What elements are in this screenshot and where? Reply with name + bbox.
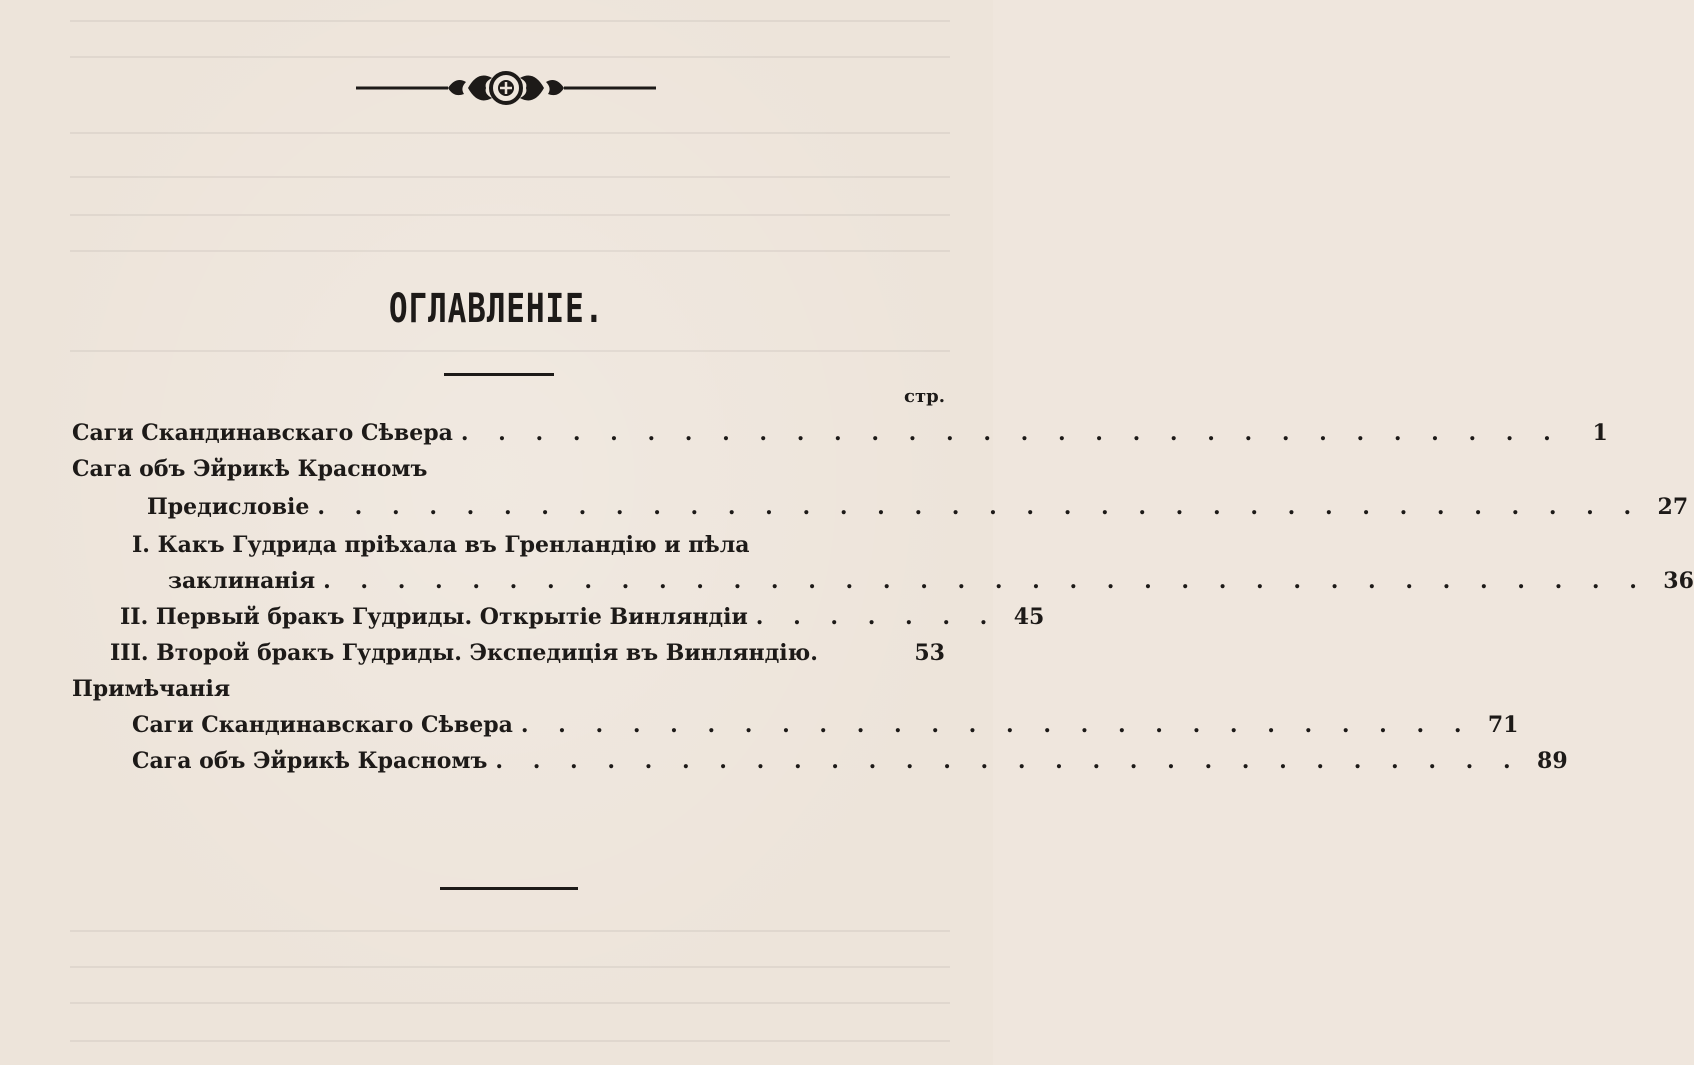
toc-entry-label: II. Первый бракъ Гудриды. Открытіе Винляндіи xyxy=(120,604,748,630)
toc-page-number: 89 xyxy=(1537,748,1568,774)
bottom-divider xyxy=(440,887,578,890)
leader-dots: . . . . . . . xyxy=(755,604,999,630)
toc-entry-label: заклинанія xyxy=(168,568,316,594)
toc-page-number: 1 xyxy=(1592,420,1608,446)
page-column-label: стр. xyxy=(904,386,945,407)
toc-entry-chapter1-first-line[interactable]: I. Какъ Гудрида пріѣхала въ Гренландію и пѣла xyxy=(132,532,750,558)
leader-dots: . . . . . . . . . . . . . . . . . . . . . . . . . . xyxy=(520,712,1473,738)
toc-page-number: 36 xyxy=(1663,568,1694,594)
toc-entry-sagi-severa[interactable] xyxy=(72,420,1608,446)
toc-section-heading-saga: Сага объ Эйрикѣ Красномъ xyxy=(72,456,428,482)
toc-entry-chapter3[interactable] xyxy=(110,640,945,666)
toc-section-heading-notes: Примѣчанія xyxy=(72,676,231,702)
leader-dots: . . . . . . . . . . . . . . . . . . . . . . . . . . . . . . . . . . . . xyxy=(323,568,1648,594)
toc-page-number: 53 xyxy=(914,640,945,666)
toc-page-number: 45 xyxy=(1013,604,1045,630)
toc-entry-predislovie[interactable] xyxy=(147,494,1689,520)
toc-page-number: 71 xyxy=(1487,712,1519,738)
leader-dots: . . . . . . . . . . . . . . . . . . . . . . . . . . . . . . xyxy=(460,420,1562,446)
toc-entry-label: Саги Скандинавскаго Сѣвера xyxy=(72,420,453,446)
leader-dots: . . . . . . . . . . . . . . . . . . . . . . . . . . . . xyxy=(495,748,1522,774)
toc-entry-chapter1[interactable] xyxy=(168,568,1694,594)
toc-entry-notes-eirik[interactable] xyxy=(132,748,1568,774)
toc-entry-chapter2[interactable] xyxy=(120,604,1045,630)
toc-entry-label: Саги Скандинавскаго Сѣвера xyxy=(132,712,513,738)
toc-entry-label: Сага объ Эйрикѣ Красномъ xyxy=(132,748,488,774)
toc-entry-label: Предисловіе xyxy=(147,494,310,520)
leader-dots: . . . . . . . . . . . . . . . . . . . . . . . . . . . . . . . . . . . . xyxy=(317,494,1643,520)
toc-entry-label: III. Второй бракъ Гудриды. Экспедиція въ Винляндію. xyxy=(110,640,818,666)
page-title: ОГЛАВЛЕНІЕ. xyxy=(388,286,605,332)
toc-page-number: 27 xyxy=(1657,494,1689,520)
toc-entry-notes-sagi[interactable] xyxy=(132,712,1519,738)
